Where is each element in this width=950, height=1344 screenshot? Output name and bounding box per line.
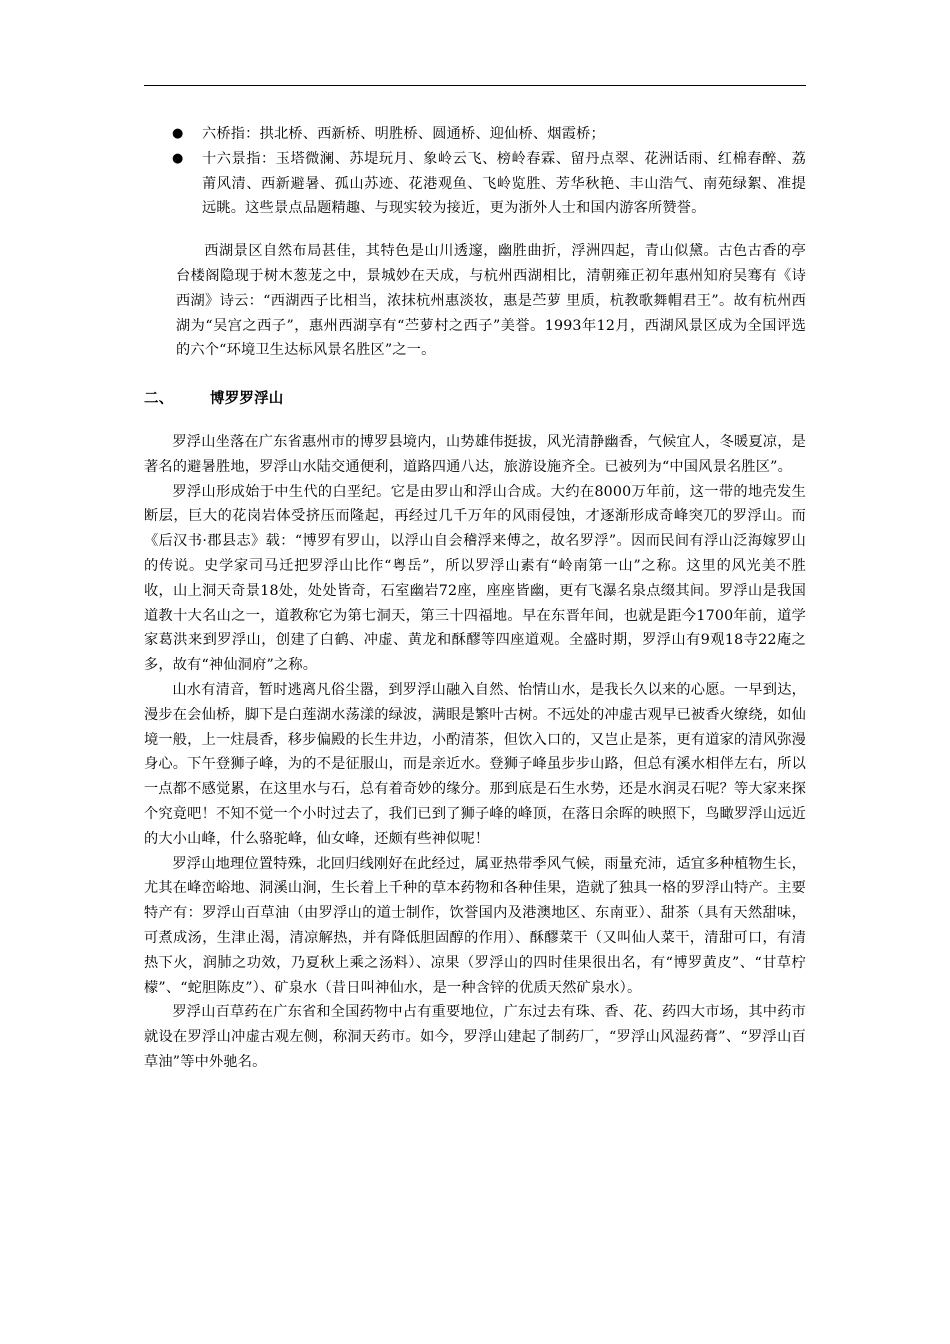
body-paragraph: 罗浮山坐落在广东省惠州市的博罗县境内，山势雄伟挺拔，风光清静幽香，气候宜人，冬暖夏凉，是著名的避暑胜地，罗浮山水陆交通便利，道路四通八达，旅游设施齐全。已被列为“中国风景名胜区”。 [144,433,806,475]
list-item-text: 十六景指：玉塔微澜、苏堤玩月、象岭云飞、榜岭春霖、留丹点翠、花洲话雨、红棉春醉、荔莆风清、西新避暑、孤山苏迹、花港观鱼、飞岭览胜、芳华秋艳、丰山浩气、南苑绿絮、准提远眺。这些景点品题精趣、与现实较为接近，更为浙外人士和国内游客所赞誉。 [202,150,806,217]
list-item [144,122,806,147]
header-rule [144,85,806,86]
body-paragraph: 罗浮山地理位置特殊，北回归线刚好在此经过，属亚热带季风气候，雨量充沛，适宜多种植物生长，尤其在峰峦峪地、洞溪山涧，生长着上千种的草本药物和各种佳果，造就了独具一格的罗浮山特产。主要特产有：罗浮山百草油（由罗浮山的道士制作，饮誉国内及港澳地区、东南亚）、甜茶（具有天然甜味，可煮成汤，生津止渴，清凉解热，并有降低胆固醇的作用）、酥醪菜干（又叫仙人菜干，清甜可口，有清热下火，润肺之功效，乃夏秋上乘之汤料）、凉果（罗浮山的四时佳果很出名，有“博罗黄皮”、“甘草柠檬”、“蛇胆陈皮”）、矿泉水（昔日叫神仙水，是一种含锌的优质天然矿泉水）。 [144,855,806,996]
bullet-list [144,122,806,221]
body-paragraph: 山水有清音，暂时逃离凡俗尘嚣，到罗浮山融入自然、怡情山水，是我长久以来的心愿。一早到达，漫步在会仙桥，脚下是白莲湖水荡漾的绿波，满眼是繁叶古树。不远处的冲虚古观早已被香火缭绕，如仙境一般，上一炷晨香，移步偏殿的长生井边，小酌清茶，但饮入口的，又岂止是茶，更有道家的清风弥漫身心。下午登狮子峰，为的不是征服山，而是亲近水。登狮子峰虽步步山路，但总有溪水相伴左右，所以一点都不感觉累，在这里水与石，总有着奇妙的缘分。那到底是石生水势，还是水润灵石呢？等大家来探个究竟吧！不知不觉一个小时过去了，我们已到了狮子峰的峰顶，在落日余晖的映照下，鸟瞰罗浮山远近的大小山峰，什么骆驼峰，仙女峰，还颇有些神似呢！ [144,681,806,847]
section-number: 二、 [144,391,174,408]
bullet-icon: ● [172,150,184,166]
intro-paragraph [144,239,806,363]
body-paragraph: 罗浮山形成始于中生代的白垩纪。它是由罗山和浮山合成。大约在8000万年前，这一带的地壳发生断层，巨大的花岗岩体受挤压而隆起，再经过几千万年的风雨侵蚀，才逐渐形成奇峰突兀的罗浮山。而《后汉书·郡县志》载：“博罗有罗山，以浮山自会稽浮来傅之，故名罗浮”。因而民间有浮山泛海嫁罗山的传说。史学家司马迁把罗浮山比作“粤岳”，所以罗浮山素有“岭南第一山”之称。这里的风光美不胜收，山上洞天奇景18处，处处皆奇，石室幽岩72座，座座皆幽，更有飞瀑名泉点缀其间。罗浮山是我国道教十大名山之一，道教称它为第七洞天，第三十四福地。早在东晋年间，也就是距今1700年前，道学家葛洪来到罗浮山，创建了白鹤、冲虚、黄龙和酥醪等四座道观。全盛时期，罗浮山有9观18寺22庵之多，故有“神仙洞府”之称。 [144,483,806,674]
list-item-text: 六桥指：拱北桥、西新桥、明胜桥、圆通桥、迎仙桥、烟霞桥； [202,126,605,142]
intro-paragraph-text: 西湖景区自然布局甚佳，其特色是山川透邃，幽胜曲折，浮洲四起，青山似黛。古色古香的亭台楼阁隐现于树木葱茏之中，景城妙在天成，与杭州西湖相比，清朝雍正初年惠州知府吴骞有《诗西湖》诗云：“西湖西子比相当，浓抹杭州惠淡妆，惠是苎萝 里质，杭教歌舞帽君王”。故有杭州西湖为“吴宫之西子”，惠州西湖享有“苎萝村之西子”美誉。1993年12月，西湖风景区成为全国评选的六个“环境卫生达标风景名胜区”之一。 [176,243,806,359]
bullet-icon: ● [172,126,184,141]
document-body [144,122,806,1075]
section-heading [144,387,806,412]
body-paragraph: 罗浮山百草药在广东省和全国药物中占有重要地位，广东过去有珠、香、花、药四大市场，其中药市就设在罗浮山冲虚古观左侧，称洞天药市。如今，罗浮山建起了制药厂，“罗浮山风湿药膏”、“罗浮山百草油”等中外驰名。 [144,1004,806,1070]
section-title: 博罗罗浮山 [210,391,284,408]
list-item [144,147,806,221]
